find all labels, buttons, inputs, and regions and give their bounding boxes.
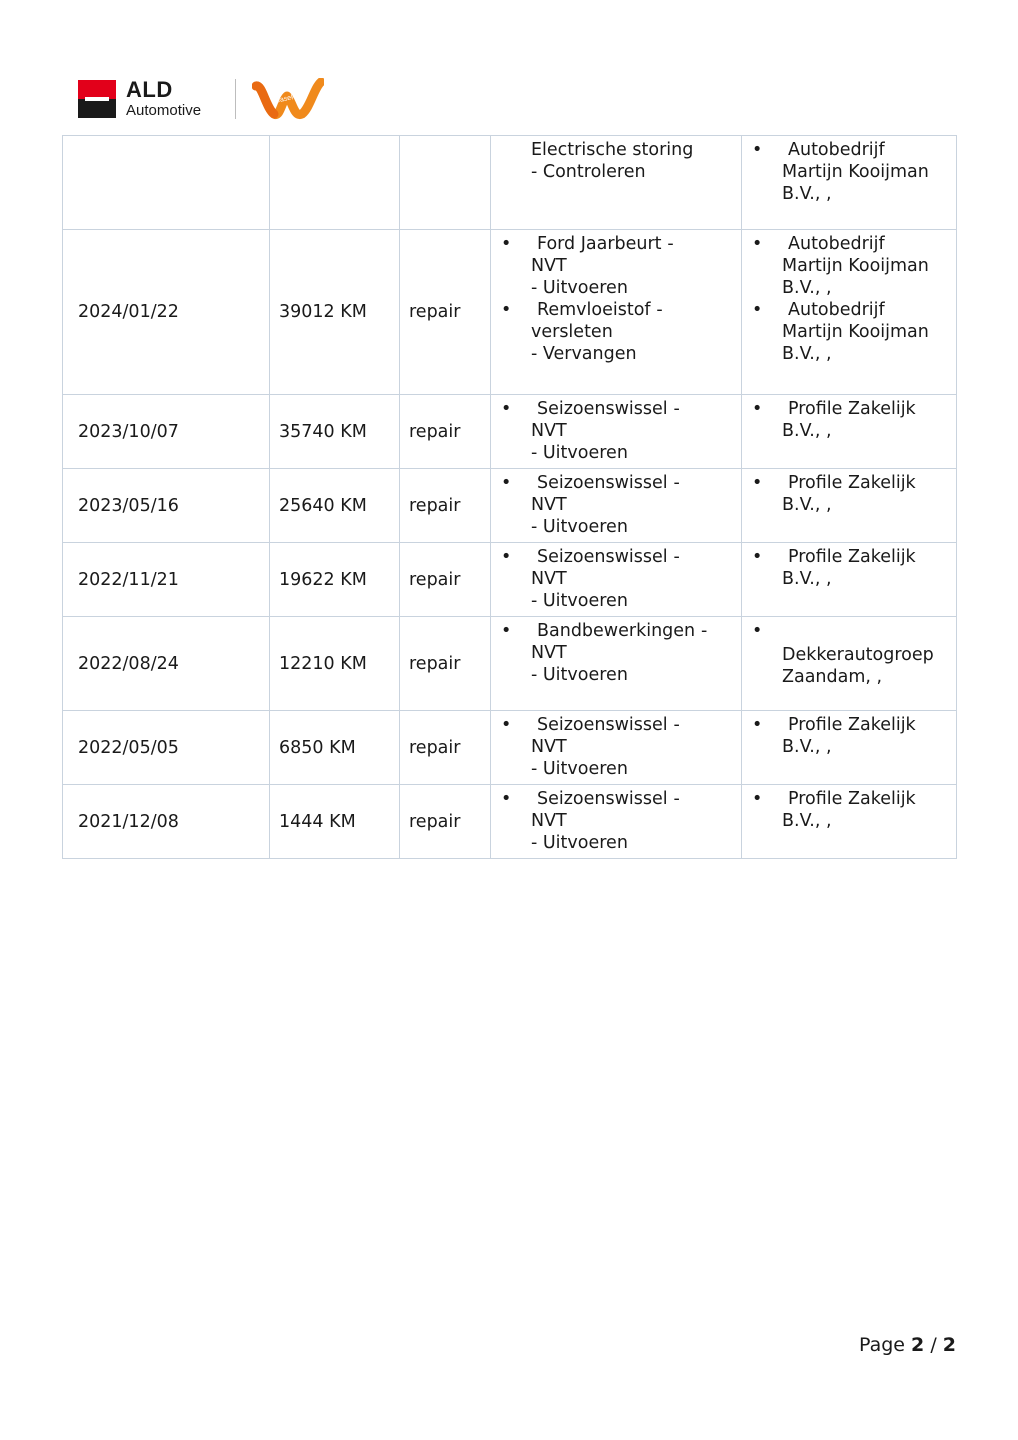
work-title: Seizoenswissel: [537, 399, 668, 419]
service-type: repair: [400, 230, 491, 395]
work-action: - Uitvoeren: [531, 517, 628, 537]
logo-divider: [235, 79, 236, 119]
service-date: 2023/05/16: [63, 469, 270, 543]
supplier-item: [742, 398, 956, 420]
work-separator: -: [700, 621, 708, 641]
work-title: Remvloeistof: [537, 300, 651, 320]
odometer: 1444 KM: [270, 785, 400, 859]
supplier-line: Zaandam, ,: [782, 667, 883, 687]
work-items: [491, 617, 742, 711]
supplier-line: Dekkerautogroep: [782, 645, 934, 665]
odometer: 12210 KM: [270, 617, 400, 711]
supplier-line: Profile Zakelijk: [788, 715, 916, 735]
table-row: [63, 136, 957, 230]
odometer: 19622 KM: [270, 543, 400, 617]
service-type: repair: [400, 395, 491, 469]
suppliers: [742, 136, 957, 230]
page-current: 2: [911, 1334, 925, 1356]
suppliers: [742, 711, 957, 785]
work-items: [491, 395, 742, 469]
supplier-line: Martijn Kooijman: [782, 256, 929, 276]
work-item: [491, 714, 741, 736]
work-title: Ford Jaarbeurt: [537, 234, 662, 254]
work-detail: NVT: [531, 811, 567, 831]
bullet-icon: •: [752, 399, 763, 419]
work-detail: NVT: [531, 256, 567, 276]
supplier-item: [742, 546, 956, 568]
supplier-item: [742, 714, 956, 736]
service-type: repair: [400, 543, 491, 617]
work-action: - Uitvoeren: [531, 443, 628, 463]
suppliers: [742, 469, 957, 543]
service-type: repair: [400, 469, 491, 543]
supplier-line: Autobedrijf: [788, 234, 885, 254]
supplier-line: [782, 621, 788, 641]
ald-brand: ALD: [126, 77, 173, 102]
service-date: 2024/01/22: [63, 230, 270, 395]
work-items: [491, 785, 742, 859]
bullet-icon: •: [501, 789, 512, 809]
bullet-icon: •: [501, 234, 512, 254]
supplier-line: Martijn Kooijman: [782, 162, 929, 182]
work-detail: NVT: [531, 495, 567, 515]
suppliers: [742, 395, 957, 469]
bullet-icon: •: [752, 234, 763, 254]
supplier-item: [742, 139, 956, 161]
supplier-line: Profile Zakelijk: [788, 547, 916, 567]
work-item: [491, 788, 741, 810]
page-total: 2: [942, 1334, 956, 1356]
supplier-line: Autobedrijf: [788, 140, 885, 160]
suppliers: [742, 785, 957, 859]
supplier-line: Profile Zakelijk: [788, 789, 916, 809]
supplier-line: Profile Zakelijk: [788, 399, 916, 419]
ald-sub: Automotive: [126, 102, 202, 119]
supplier-item: [742, 472, 956, 494]
work-action: - Vervangen: [531, 344, 637, 364]
supplier-line: B.V., ,: [782, 495, 832, 515]
odometer: [270, 136, 400, 230]
work-detail: NVT: [531, 737, 567, 757]
work-title: Seizoenswissel: [537, 715, 668, 735]
bullet-icon: •: [501, 399, 512, 419]
table-row: [63, 395, 957, 469]
bullet-icon: •: [752, 473, 763, 493]
bullet-icon: •: [501, 300, 512, 320]
supplier-line: B.V., ,: [782, 569, 832, 589]
bullet-icon: •: [752, 547, 763, 567]
suppliers: [742, 543, 957, 617]
svg-text:LeasePlan: LeasePlan: [271, 91, 306, 106]
bullet-icon: •: [501, 715, 512, 735]
table-row: [63, 785, 957, 859]
supplier-item: [742, 233, 956, 255]
bullet-icon: •: [501, 473, 512, 493]
supplier-line: B.V., ,: [782, 737, 832, 757]
odometer: 25640 KM: [270, 469, 400, 543]
supplier-line: B.V., ,: [782, 344, 832, 364]
work-detail: NVT: [531, 643, 567, 663]
work-separator: -: [656, 300, 663, 320]
work-detail: NVT: [531, 421, 567, 441]
bullet-icon: •: [501, 547, 512, 567]
supplier-line: Autobedrijf: [788, 300, 885, 320]
work-title: Seizoenswissel: [537, 789, 668, 809]
service-date: 2022/11/21: [63, 543, 270, 617]
work-line: - Controleren: [531, 162, 646, 182]
work-item: [491, 472, 741, 494]
work-action: - Uitvoeren: [531, 665, 628, 685]
work-title: Bandbewerkingen: [537, 621, 696, 641]
work-action: - Uitvoeren: [531, 759, 628, 779]
ald-wordmark: [126, 78, 201, 120]
work-line: Electrische storing: [531, 140, 694, 160]
table-row: [63, 543, 957, 617]
suppliers: [742, 617, 957, 711]
supplier-line: B.V., ,: [782, 811, 832, 831]
work-action: - Uitvoeren: [531, 833, 628, 853]
supplier-line: Profile Zakelijk: [788, 473, 916, 493]
work-separator: -: [673, 473, 680, 493]
suppliers: [742, 230, 957, 395]
supplier-line: Martijn Kooijman: [782, 322, 929, 342]
bullet-icon: •: [752, 140, 763, 160]
bullet-icon: •: [752, 300, 763, 320]
work-separator: -: [673, 715, 680, 735]
bullet-icon: •: [752, 789, 763, 809]
supplier-item: [742, 299, 956, 321]
service-date: 2023/10/07: [63, 395, 270, 469]
work-separator: -: [673, 789, 680, 809]
header-logos: [78, 78, 338, 120]
work-items: [491, 711, 742, 785]
page-separator: /: [930, 1334, 937, 1356]
work-title: Seizoenswissel: [537, 547, 668, 567]
table-row: [63, 469, 957, 543]
work-item: [491, 546, 741, 568]
odometer: 6850 KM: [270, 711, 400, 785]
table-row: [63, 617, 957, 711]
work-separator: -: [667, 234, 674, 254]
supplier-item: [742, 788, 956, 810]
service-history-table: [62, 135, 957, 859]
supplier-item: [742, 620, 956, 642]
work-title: Seizoenswissel: [537, 473, 668, 493]
work-items: [491, 230, 742, 395]
work-separator: -: [673, 547, 680, 567]
supplier-line: B.V., ,: [782, 184, 832, 204]
work-item: [491, 233, 741, 255]
work-action: - Uitvoeren: [531, 591, 628, 611]
table-row: [63, 711, 957, 785]
odometer: 39012 KM: [270, 230, 400, 395]
bullet-icon: •: [501, 621, 512, 641]
work-detail: versleten: [531, 322, 613, 342]
work-items: [491, 136, 742, 230]
service-type: repair: [400, 711, 491, 785]
bullet-icon: •: [752, 715, 763, 735]
leaseplan-logo-icon: [252, 78, 324, 120]
work-item: [491, 620, 741, 642]
supplier-line: B.V., ,: [782, 278, 832, 298]
service-type: repair: [400, 617, 491, 711]
table-row: [63, 230, 957, 395]
service-date: 2022/05/05: [63, 711, 270, 785]
odometer: 35740 KM: [270, 395, 400, 469]
work-item: [491, 398, 741, 420]
work-action: - Uitvoeren: [531, 278, 628, 298]
page-label: Page: [858, 1334, 905, 1356]
supplier-line: B.V., ,: [782, 421, 832, 441]
work-detail: NVT: [531, 569, 567, 589]
work-item: [491, 299, 741, 321]
service-date: 2022/08/24: [63, 617, 270, 711]
work-items: [491, 543, 742, 617]
service-date: 2021/12/08: [63, 785, 270, 859]
bullet-icon: •: [752, 621, 763, 641]
service-type: [400, 136, 491, 230]
work-items: [491, 469, 742, 543]
service-date: [63, 136, 270, 230]
work-separator: -: [673, 399, 680, 419]
page-number: [859, 1334, 956, 1356]
ald-logo-icon: [78, 80, 116, 118]
service-type: repair: [400, 785, 491, 859]
